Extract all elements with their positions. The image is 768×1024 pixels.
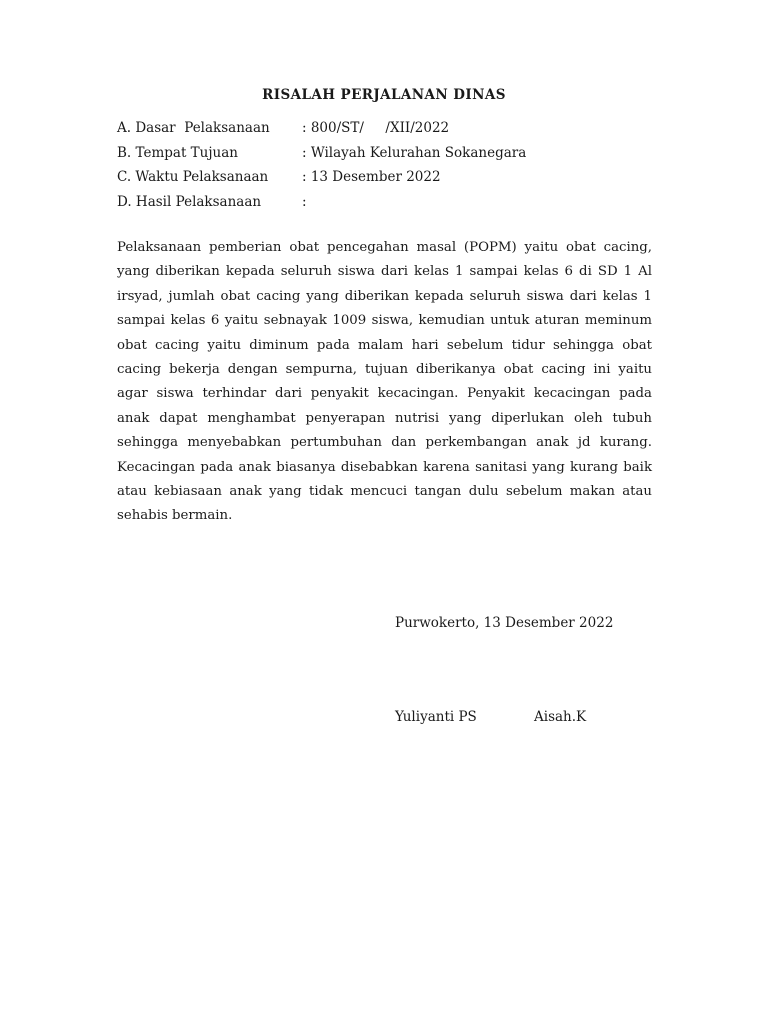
info-label: D. Hasil Pelaksanaan — [117, 193, 262, 210]
info-table — [117, 119, 657, 217]
info-row-waktu — [117, 168, 657, 193]
info-row-dasar — [117, 119, 657, 144]
document-title: RISALAH PERJALANAN DINAS — [262, 87, 506, 103]
info-label: A. Dasar Pelaksanaan — [117, 120, 270, 136]
info-row-tempat — [117, 144, 657, 169]
signer-name-2: Aisah.K — [534, 709, 587, 725]
info-label: B. Tempat Tujuan — [117, 144, 238, 161]
info-value: : — [302, 193, 307, 210]
info-value: : 800/ST/ /XII/2022 — [302, 120, 450, 136]
info-row-hasil — [117, 193, 657, 218]
signer-name-1: Yuliyanti PS — [395, 709, 477, 725]
info-value: : Wilayah Kelurahan Sokanegara — [302, 144, 527, 161]
info-value: : 13 Desember 2022 — [302, 169, 441, 185]
info-label: C. Waktu Pelaksanaan — [117, 169, 269, 185]
body-paragraph: Pelaksanaan pemberian obat pencegahan masal (POPM) yaitu obat cacing, yang diberikan kepada seluruh siswa dari kelas 1 sampai kelas 6 di SD 1 Al irsyad, jumlah obat cacing yang diberikan kepada seluruh siswa dari kelas 1 sampai kelas 6 yaitu sebnayak 1009 siswa, kemudian untuk aturan meminum obat cacing yaitu diminum pada malam hari sebelum tidur sehingga obat cacing bekerja dengan sempurna, tujuan diberikanya obat cacing ini yaitu agar siswa terhindar dari penyakit kecacingan. Penyakit kecacingan pada anak dapat menghambat penyerapan nutrisi yang diperlukan oleh tubuh sehingga menyebabkan pertumbuhan dan perkembangan anak jd kurang. Kecacingan pada anak biasanya disebabkan karena sanitasi yang kurang baik atau kebiasaan anak yang tidak mencuci tangan dulu sebelum makan atau sehabis bermain. — [117, 240, 652, 524]
place-date: Purwokerto, 13 Desember 2022 — [395, 615, 614, 631]
